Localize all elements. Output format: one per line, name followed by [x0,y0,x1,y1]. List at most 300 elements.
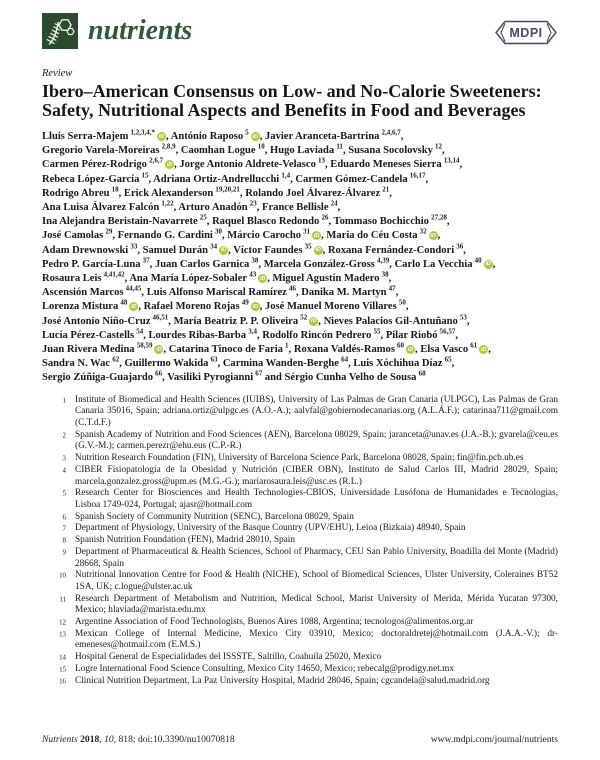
author-affiliation-superscript: 65 [444,355,452,364]
author-separator: , [149,258,155,270]
author-separator: , [290,173,296,185]
article-title: Ibero–American Consensus on Low- and No-Calorie Sweeteners: Safety, Nutritional Aspects and Benefits in Food and Beverages [42,81,542,120]
author-name: Guillermo Wakida [124,358,209,370]
author-affiliation-superscript: 13 [318,156,325,165]
affiliation-text: Spanish Nutrition Foundation (FEN), Madrid 28010, Spain [75,535,296,546]
affiliation-number: 5 [62,490,66,498]
author [284,369,426,384]
affiliation-number: 3 [62,455,66,463]
affiliation-item [42,512,558,524]
author-affiliation-superscript: 50 [398,298,406,307]
author [148,327,263,341]
author-affiliation-superscript: 12 [435,142,443,151]
author-separator: and [262,372,285,384]
affiliation-number: 6 [62,514,66,522]
author-separator: , [256,202,263,214]
author-name: Ana María López-Sobaler [129,273,248,285]
page-header [42,13,558,51]
author-affiliation-superscript: 60 [397,341,405,350]
author-name: Vasiliki Pyrogianni [167,372,254,384]
author [348,142,445,157]
author-separator: , [163,344,169,356]
author-separator: , [337,202,341,214]
author-name: Lluis Serra-Majem [42,131,129,142]
author-separator: , [119,358,125,370]
author [42,171,154,185]
orcid-icon[interactable]: iD [156,346,162,353]
author-affiliation-superscript: 5 [245,128,249,137]
author-separator: , [166,131,171,142]
affiliation-list [42,395,558,688]
author-name: María Beatriz P. P. Oliveira [173,315,299,327]
author [129,270,273,285]
author-affiliation-superscript: 2,8,9 [161,142,176,151]
citation-separator: , [99,734,105,745]
author-separator: , [466,315,470,327]
author-separator: , [217,358,223,370]
author-affiliation-superscript: 43 [249,270,257,279]
author [42,270,130,285]
orcid-icon[interactable]: iD [315,247,321,254]
author [146,284,302,299]
author-name: Pedro P. García-Luna [42,258,141,270]
author-separator: , [492,258,496,270]
author-name: José Manuel Moreno Villares [264,301,397,313]
author-name: Raquel Blasco Redondo [212,216,320,228]
author-name: Rolando Joel Álvarez-Álvarez [245,187,381,199]
affiliation-item [42,664,558,676]
author [142,242,234,256]
author-affiliation-superscript: 29 [105,227,113,236]
affiliation-text: Nutrition Research Foundation (FIN), University of Barcelona Science Park, Barcelona 08028, Spain; fin@fin.pcb.ub.es [75,453,524,464]
author-affiliation-superscript: 16,17 [409,171,426,180]
author [170,128,266,142]
author-name: Víctor Faundes [233,244,303,256]
orcid-icon[interactable]: iD [131,303,137,310]
author-separator: , [328,216,334,228]
affiliation-item [42,395,558,430]
author [42,227,118,242]
author-name: Ina Alejandra Beristain-Navarrete [42,216,198,228]
citation-pages-doi: , 818; doi:10.3390/nu10070818 [113,734,235,745]
author-name: Danika M. Martyn [301,287,387,299]
author-name: Roxana Valdés-Ramos [293,344,395,356]
affiliation-item [42,652,558,664]
author [42,313,174,327]
author-affiliation-superscript: 25 [199,213,207,222]
author-separator: , [148,173,154,185]
author [323,313,470,327]
author [262,199,341,214]
author-affiliation-superscript: 11 [336,142,343,151]
author-name: Juan Rivera Medina [42,344,135,356]
author-affiliation-superscript: 33 [130,242,138,251]
author [42,128,171,142]
author-name: Elsa Vasco [420,344,469,356]
author [42,185,124,199]
author-name: Pilar Riobó [385,329,438,341]
author-name: Sérgio Cunha Velho de Sousa [284,372,417,384]
author-name: Lucía Pérez-Castells [42,329,135,341]
author-separator: , [137,244,143,256]
orcid-icon[interactable]: iD [259,275,266,282]
author [272,270,392,285]
author-separator: , [295,287,302,299]
author [42,341,169,356]
author-separator: , [228,244,234,256]
author-affiliation-superscript: 1,2,3,4,* [130,128,156,137]
orcid-icon[interactable]: iD [480,346,487,353]
author-name: France Bellisle [262,202,329,214]
affiliation-number: 13 [59,631,66,639]
orcid-icon[interactable]: iD [166,161,173,168]
author-name: Rafael Moreno Rojas [143,301,240,313]
author [262,327,386,341]
citation-volume: 10 [104,734,114,745]
author [178,199,263,214]
author-name: Sandra N. Wac [42,358,111,370]
author-separator: , [206,216,213,228]
author-affiliation-superscript: 61 [470,341,478,350]
author-affiliation-superscript: 55 [373,327,381,336]
author-name: Catarina Tinoco de Faria [168,344,283,356]
author-separator: , [143,329,149,341]
affiliation-item [42,465,558,488]
author-affiliation-superscript: 63 [210,355,218,364]
affiliation-number: 10 [59,572,66,580]
citation-year: 2018 [80,734,100,745]
author [143,298,265,313]
author [124,355,223,370]
author-name: Jorge Antonio Aldrete-Velasco [179,159,316,171]
author-affiliation-superscript: 38 [381,270,389,279]
author [42,369,168,384]
author-affiliation-superscript: 44,45 [125,284,142,293]
author [42,242,143,256]
affiliation-text: Spanish Society of Community Nutrition (SENC), Barcelona 08029, Spain [75,511,354,522]
author [293,341,421,356]
author-affiliation-superscript: 30 [215,227,222,236]
author [270,142,349,157]
author-separator: , [395,287,399,299]
author-separator: , [162,372,168,384]
author-affiliation-superscript: 58,59 [136,341,153,350]
author-separator: , [112,230,118,242]
author-affiliation-superscript: 2,4,6,7 [381,128,401,137]
author-name: Lourdes Ribas-Barba [148,329,247,341]
author-separator: , [488,344,491,356]
affiliation-text: Hospital General de Especialidades del ISSSTE, Saltillo, Coahuila 25020, Mexico [75,652,382,663]
author-affiliation-superscript: 19,20,21 [215,185,240,194]
affiliation-text: Spanish Academy of Nutrition and Food Sciences (AEN), Barcelona 08029, Spain; jaranceta@unav.es (J.A.-B.); gvarela@ceu.es (G.V.-M.); carmen.perezr@ehu.eus (C.P.-R.) [75,429,558,452]
author-separator: , [389,258,395,270]
author [353,355,455,370]
author [385,327,458,341]
orcid-icon[interactable]: iD [430,232,436,239]
author [295,171,429,185]
author-name: José Antonio Niño-Cruz [42,315,151,327]
author-name: Luis Alfonso Mariscal Ramírez [146,287,287,299]
author-name: Tommaso Bochicchio [333,216,429,228]
author-affiliation-superscript: 1 [285,341,289,350]
author-name: Carmen Pérez-Rodrigo [42,159,147,171]
author-affiliation-superscript: 3,4 [248,327,257,336]
author-name: Samuel Durán [142,244,208,256]
author-separator: , [321,230,327,242]
author-separator: , [463,244,466,256]
author-affiliation-superscript: 67 [255,369,263,378]
author-affiliation-superscript: 18 [111,185,119,194]
nutrients-leaf-icon [42,13,78,49]
author-separator: , [258,258,264,270]
author-name: Hugo Laviada [270,145,335,157]
author-name: Maria do Céu Costa [326,230,418,242]
author [42,213,213,228]
author-name: Rodolfo Rincón Pedrero [262,329,372,341]
author [420,341,491,356]
author-affiliation-superscript: 48 [120,298,128,307]
author-affiliation-superscript: 31 [303,227,311,236]
author [233,242,328,256]
author-separator: , [437,230,441,242]
author-affiliation-superscript: 38 [251,256,259,265]
orcid-icon[interactable]: iD [311,318,317,325]
author-separator: , [389,187,392,199]
author [168,341,294,356]
author-separator: , [174,159,180,171]
author [167,369,285,384]
orcid-icon[interactable]: iD [407,346,414,353]
author-affiliation-superscript: 23 [249,199,257,208]
author-affiliation-superscript: 24 [330,199,338,208]
author-affiliation-superscript: 46 [288,284,296,293]
journal-name: nutrients [88,15,193,46]
affiliation-number: 1 [62,397,66,405]
author-affiliation-superscript: 54 [136,327,144,336]
author [326,227,441,242]
author [123,185,246,199]
author-name: Caomhan Logue [180,145,256,157]
affiliation-text: Clinical Nutrition Department, La Paz University Hospital, Madrid 28046, Spain; cgcandela@salud.madrid.org [75,675,490,686]
author [42,156,180,171]
author-name: António Raposo [170,131,244,142]
affiliation-text: Research Center for Biosciences and Health Technologies-CBIOS, Universidade Lusófona de Humanidades e Tecnologias, Lisboa 1749-024, Portugal; ajasr@hotmail.com [75,488,558,510]
author [42,355,125,370]
affiliation-item [42,535,558,547]
author-name: Lorenza Mistura [42,301,119,313]
author-name: Carlo La Vecchia [394,258,473,270]
author [42,142,181,157]
author [263,256,395,270]
author-separator: , [400,131,404,142]
author-separator: , [259,131,266,142]
mdpi-hexagon-icon [494,19,558,46]
orcid-icon[interactable]: iD [252,133,258,140]
author-name: Adam Drewnowski [42,244,129,256]
author-name: Javier Aranceta-Bartrina [265,131,380,142]
author [222,355,354,370]
author-separator: , [124,273,130,285]
orcid-icon[interactable]: iD [220,247,227,254]
author-separator: , [388,273,392,285]
author [330,156,463,171]
author-name: Susana Socolovsky [348,145,433,157]
author-name: Eduardo Meneses Sierra [330,159,442,171]
author-affiliation-superscript: 68 [418,369,426,378]
affiliation-number: 15 [59,666,66,674]
author-affiliation-superscript: 49 [241,298,249,307]
affiliation-item [42,570,558,593]
page-footer [42,734,558,745]
author-separator: , [318,315,324,327]
author-affiliation-superscript: 4,41,42 [103,270,125,279]
author-separator: , [380,329,386,341]
affiliation-text: Department of Physiology, University of the Basque Country (UPV/EHU), Leioa (Bizkaia) 48940, Spain [75,523,466,534]
author-affiliation-superscript: 1,22 [161,199,174,208]
author-separator: , [325,159,331,171]
author-separator: , [455,329,458,341]
author-separator: , [173,202,179,214]
affiliation-number: 11 [59,596,66,604]
author-affiliation-superscript: 35 [304,242,312,251]
affiliation-item [42,629,558,652]
affiliation-number: 12 [59,619,66,627]
affiliation-text: Mexican College of Internal Medicine, Mexico City 03910, Mexico; doctoraldretej@hotmail.com (J.A.A.-V.); dr-emeneses@hotmail.com (E.M.S.) [75,628,558,651]
affiliation-item [42,676,558,688]
author-affiliation-superscript: 37 [142,256,150,265]
author-affiliation-superscript: 10 [257,142,265,151]
journal-logo [42,13,192,49]
affiliation-text: Argentine Association of Food Technologists, Buenos Aires 1088, Argentina; tecnologos@alimentos.org.ar [75,617,474,628]
author [327,242,466,256]
affiliation-text: Logre International Food Science Consulting, Mexico City 14650, Mexico; rebecalg@prodigy.net.mx [75,663,454,674]
author-name: Marcela González-Gross [263,258,375,270]
author-separator: , [264,145,270,157]
affiliation-text: Nutritional Innovation Centre for Food & Health (NICHE), School of Biomedical Sciences, Ulster University, Coleraines BT52 1SA, UK; c.logue@ulster.ac.uk [75,570,558,592]
affiliation-item [42,523,558,535]
author-separator: , [451,358,455,370]
author-separator: , [442,145,445,157]
affiliation-number: 14 [59,654,66,662]
author-name: Luis Xóchihua Díaz [353,358,443,370]
author-affiliation-superscript: 56,57 [439,327,456,336]
author [394,256,496,270]
author [42,284,147,299]
journal-url[interactable]: www.mdpi.com/journal/nutrients [430,734,558,745]
orcid-icon[interactable]: iD [313,232,320,239]
author [301,284,399,299]
author-separator: , [322,244,328,256]
affiliation-item [42,488,558,511]
author [333,213,450,228]
affiliation-item [42,617,558,629]
author [42,298,144,313]
citation-journal: Nutrients [42,734,78,745]
author [42,256,155,270]
affiliation-text: Department of Pharmaceutical & Health Sciences, School of Pharmacy, CEU San Pablo University, Boadilla del Monte (Madrid) 28668, Spain [75,546,558,569]
author-affiliation-superscript: 40 [474,256,482,265]
author-separator: , [348,358,354,370]
author-name: Gregorio Varela-Moreiras [42,145,160,157]
author-name: Rosaura Leis [42,273,102,285]
author-affiliation-superscript: 64 [341,355,349,364]
author-separator: , [459,159,463,171]
article-type-label: Review [42,68,73,79]
author [117,227,228,242]
author [42,199,179,214]
author [227,227,327,242]
author-name: José Camolas [42,230,104,242]
mdpi-label: MDPI [509,26,543,41]
author [212,213,334,228]
author-name: Roxana Fernández-Condori [327,244,455,256]
author-affiliation-superscript: 66 [155,369,163,378]
author [264,298,409,313]
author-separator: , [425,173,429,185]
affiliation-number: 7 [62,525,66,533]
affiliation-item [42,547,558,570]
author-name: Juan Carlos Garnica [154,258,250,270]
author-name: Erick Alexanderson [123,187,214,199]
author-name: Ascensión Marcos [42,287,124,299]
author [265,128,404,142]
author-name: Carmina Wanden-Berghe [222,358,339,370]
author-affiliation-superscript: 36 [456,242,464,251]
affiliation-text: Research Department of Metabolism and Nutrition, Medical School, Marist University of Merida, Mérida Yucatan 97300, Mexico; hlaviada@marista.edu.mx [75,593,558,616]
author-name: Rebeca López-García [42,173,140,185]
author-affiliation-superscript: 46,51 [152,313,169,322]
author-separator: , [405,301,409,313]
author-name: Miguel Agustín Madero [272,273,380,285]
author-affiliation-superscript: 21 [382,185,390,194]
author-separator: , [267,273,273,285]
affiliation-number: 16 [59,678,66,686]
author-name: Rodrigo Abreu [42,187,110,199]
orcid-icon[interactable]: iD [252,303,258,310]
orcid-icon[interactable]: iD [158,133,165,140]
author-separator: , [118,187,124,199]
author-affiliation-superscript: 26 [321,213,329,222]
author-separator: , [141,287,147,299]
orcid-icon[interactable]: iD [485,261,491,268]
author-affiliation-superscript: 13,14 [443,156,460,165]
author-name: Fernando G. Cardini [117,230,213,242]
author [179,156,331,171]
author-affiliation-superscript: 32 [419,227,427,236]
author [173,313,324,327]
author-separator: , [138,301,144,313]
mdpi-logo [494,19,558,51]
author [180,142,270,157]
author-name: Arturo Anadón [178,202,248,214]
author-separator: , [239,187,246,199]
affiliation-item [42,594,558,617]
author-affiliation-superscript: 34 [210,242,218,251]
author [245,185,392,199]
author-affiliation-superscript: 53 [459,313,467,322]
author-separator: , [446,216,450,228]
author-affiliation-superscript: 15 [141,171,149,180]
author-separator: , [288,344,294,356]
author-name: Sergio Zúñiga-Guajardo [42,372,154,384]
author-separator: , [259,301,265,313]
author-separator: , [415,344,421,356]
affiliation-text: CIBER Fisiopatología de la Obesidad y Nutrición (CIBER OBN), Instituto de Salud Carlos III, Madrid 28029, Spain; marcela.gonzalez.gross@upm.es (M.G.-G.); mariarosaura.leis@usc.es (R.L.) [75,464,558,487]
author-affiliation-superscript: 1,4 [281,171,291,180]
author-affiliation-superscript: 62 [112,355,120,364]
author [154,256,264,270]
affiliation-number: 9 [62,549,66,557]
